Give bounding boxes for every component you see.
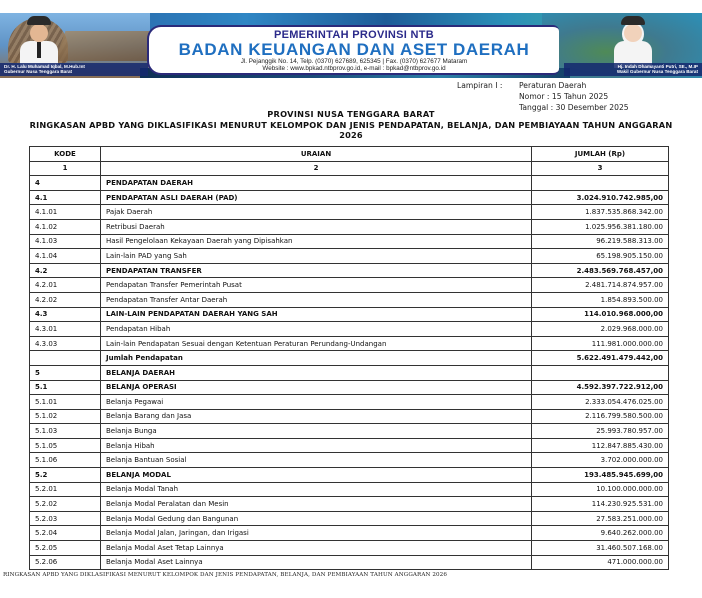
vice-governor-name: Hj. Indah Dhamayanti Putri, SE., M.IP [617,63,698,69]
vice-governor-photo [612,16,654,68]
row-code: 4.1.02 [30,219,101,234]
row-amount: 2.029.968.000.00 [532,322,669,337]
governor-caption [0,63,148,76]
row-description: Belanja Modal Tanah [101,482,532,497]
row-code [30,351,101,366]
row-description: BELANJA DAERAH [101,365,532,380]
row-description: Lain-lain PAD yang Sah [101,249,532,264]
table-row [30,482,669,497]
row-amount [532,176,669,191]
row-amount: 1.837.535.868.342.00 [532,205,669,220]
row-code: 5.2.03 [30,511,101,526]
row-description: Belanja Bunga [101,424,532,439]
row-code: 4.2.01 [30,278,101,293]
table-row [30,395,669,410]
row-code: 4 [30,176,101,191]
column-number-3: 3 [532,161,669,176]
table-row [30,365,669,380]
row-description: Belanja Hibah [101,438,532,453]
table-row [30,555,669,570]
row-description: Pendapatan Hibah [101,322,532,337]
regulation-date: Tanggal : 30 Desember 2025 [519,103,629,112]
row-code: 5.1.01 [30,395,101,410]
province-title: PROVINSI NUSA TENGGARA BARAT [267,109,435,119]
table-row [30,468,669,483]
table-row [30,438,669,453]
table-row [30,526,669,541]
row-amount: 1.025.956.381.180.00 [532,219,669,234]
row-code: 4.2 [30,263,101,278]
row-amount: 111.981.000.000.00 [532,336,669,351]
row-code: 4.1.01 [30,205,101,220]
governor-photo [18,16,60,68]
row-code: 5.1.02 [30,409,101,424]
row-description: Pendapatan Transfer Pemerintah Pusat [101,278,532,293]
row-amount: 10.100.000.000.00 [532,482,669,497]
row-code: 4.1.03 [30,234,101,249]
row-amount: 2.116.799.580.500.00 [532,409,669,424]
row-description: Belanja Modal Gedung dan Bangunan [101,511,532,526]
table-row [30,234,669,249]
row-code: 5.1 [30,380,101,395]
row-description: Pendapatan Transfer Antar Daerah [101,292,532,307]
row-description: Belanja Modal Aset Lainnya [101,555,532,570]
row-amount [532,365,669,380]
row-code: 4.3.03 [30,336,101,351]
table-row [30,351,669,366]
table-row [30,453,669,468]
row-amount: 96.219.588.313.00 [532,234,669,249]
table-row [30,263,669,278]
table-row [30,541,669,556]
column-number-2: 2 [101,161,532,176]
row-amount: 27.583.251.000.00 [532,511,669,526]
row-code: 5.2.04 [30,526,101,541]
roof-image [55,31,161,61]
row-description: Belanja Modal Peralatan dan Mesin [101,497,532,512]
row-description: Belanja Bantuan Sosial [101,453,532,468]
row-description: BELANJA OPERASI [101,380,532,395]
table-row [30,380,669,395]
apbd-summary-table [29,146,669,570]
row-amount: 2.481.714.874.957.00 [532,278,669,293]
row-amount: 3.702.000.000.00 [532,453,669,468]
vice-governor-caption [564,63,702,76]
vice-governor-title: Wakil Gubernur Nusa Tenggara Barat [616,69,698,75]
row-description: PENDAPATAN TRANSFER [101,263,532,278]
row-description: Hasil Pengelolaan Kekayaan Daerah yang Dipisahkan [101,234,532,249]
row-code: 4.1 [30,190,101,205]
row-description: Retribusi Daerah [101,219,532,234]
column-number-row [30,161,669,176]
row-code: 4.2.02 [30,292,101,307]
row-amount: 65.198.905.150.00 [532,249,669,264]
governor-title: Gubernur Nusa Tenggara Barat [4,69,73,75]
page-footer: RINGKASAN APBD YANG DIKLASIFIKASI MENURUT KELOMPOK DAN JENIS PENDAPATAN, BELANJA, DAN PEMBIAYAAN TAHUN ANGGARAN 2026 [3,572,447,578]
row-amount: 9.640.262.000.00 [532,526,669,541]
row-amount: 471.000.000.00 [532,555,669,570]
table-row [30,292,669,307]
agency-nameplate [147,25,559,75]
row-code: 5.1.06 [30,453,101,468]
regulation-number: Nomor : 15 Tahun 2025 [519,92,609,101]
row-code: 5.2.05 [30,541,101,556]
agency-address: Jl. Pejanggik No. 14, Telp. (0370) 627689, 625345 | Fax. (0370) 627677 Mataram [240,58,468,65]
table-row [30,497,669,512]
table-row [30,336,669,351]
row-code: 5.2.02 [30,497,101,512]
row-amount: 112.847.885.430.00 [532,438,669,453]
row-amount: 25.993.780.957.00 [532,424,669,439]
table-row [30,219,669,234]
letterhead-banner [0,13,702,78]
row-code: 5.2 [30,468,101,483]
row-description: Jumlah Pendapatan [101,351,532,366]
header-uraian: URAIAN [101,147,532,162]
row-code: 5.2.01 [30,482,101,497]
row-amount: 31.460.507.168.00 [532,541,669,556]
header-jumlah: JUMLAH (Rp) [532,147,669,162]
table-row [30,409,669,424]
row-code: 5 [30,365,101,380]
row-amount: 3.024.910.742.985,00 [532,190,669,205]
row-description: Belanja Barang dan Jasa [101,409,532,424]
table-row [30,424,669,439]
row-description: PENDAPATAN DAERAH [101,176,532,191]
row-code: 4.3.01 [30,322,101,337]
table-row [30,205,669,220]
table-row [30,322,669,337]
row-code: 4.3 [30,307,101,322]
table-row [30,190,669,205]
table-row [30,249,669,264]
column-number-1: 1 [30,161,101,176]
row-code: 5.1.05 [30,438,101,453]
row-code: 4.1.04 [30,249,101,264]
row-amount: 4.592.397.722.912,00 [532,380,669,395]
governor-name: Dr. H. Lalu Muhamad Iqbal, M.Hub.Int [4,63,85,69]
row-description: PENDAPATAN ASLI DAERAH (PAD) [101,190,532,205]
row-description: Pajak Daerah [101,205,532,220]
table-header-row [30,147,669,162]
row-amount: 114.230.925.531.00 [532,497,669,512]
row-description: Belanja Pegawai [101,395,532,410]
government-name: PEMERINTAH PROVINSI NTB [273,29,435,41]
row-amount: 5.622.491.479.442,00 [532,351,669,366]
row-code: 5.2.06 [30,555,101,570]
row-description: Belanja Modal Aset Tetap Lainnya [101,541,532,556]
table-row [30,511,669,526]
row-amount: 1.854.893.500.00 [532,292,669,307]
row-description: Belanja Modal Jalan, Jaringan, dan Irigasi [101,526,532,541]
document-title: RINGKASAN APBD YANG DIKLASIFIKASI MENURUT KELOMPOK DAN JENIS PENDAPATAN, BELANJA, DAN PEMBIAYAAN TAHUN ANGGARAN 2026 [29,120,673,140]
attachment-label: Lampiran I : [457,81,503,90]
row-description: BELANJA MODAL [101,468,532,483]
row-description: Lain-lain Pendapatan Sesuai dengan Ketentuan Peraturan Perundang-Undangan [101,336,532,351]
row-amount: 193.485.945.699,00 [532,468,669,483]
agency-contact: Website : www.bpkad.ntbprov.go.id, e-mail : bpkad@ntbprov.go.id [262,65,446,72]
row-amount: 2.333.054.476.025.00 [532,395,669,410]
agency-name: BADAN KEUANGAN DAN ASET DAERAH [178,40,530,59]
regulation-type: Peraturan Daerah [519,81,587,90]
header-kode: KODE [30,147,101,162]
table-row [30,307,669,322]
table-row [30,176,669,191]
row-amount: 114.010.968.000,00 [532,307,669,322]
row-code: 5.1.03 [30,424,101,439]
table-row [30,278,669,293]
row-description: LAIN-LAIN PENDAPATAN DAERAH YANG SAH [101,307,532,322]
row-amount: 2.483.569.768.457,00 [532,263,669,278]
